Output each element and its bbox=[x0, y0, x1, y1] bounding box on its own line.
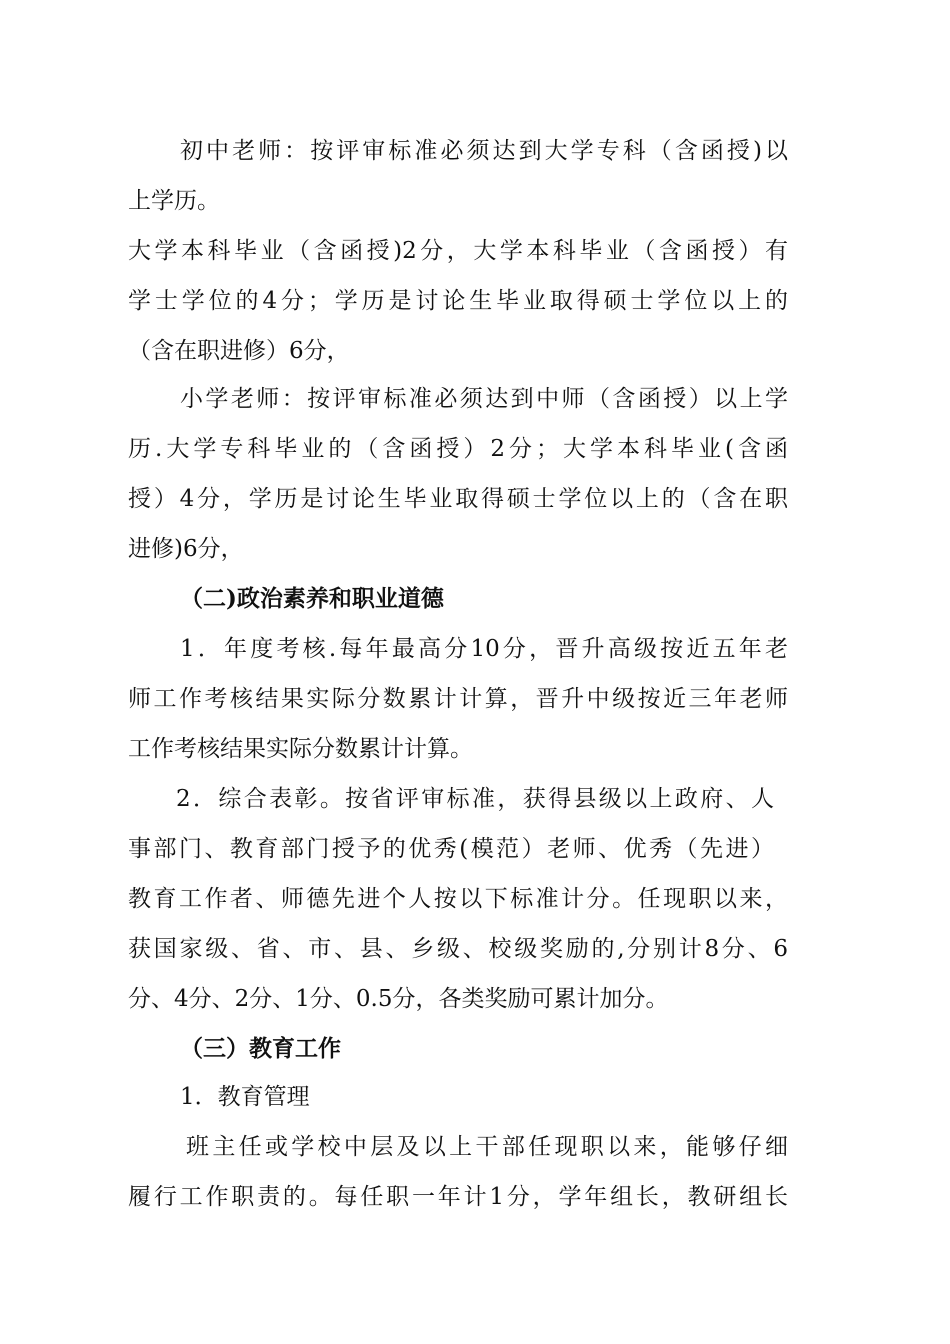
subsection-heading: 1．教育管理 bbox=[180, 1084, 310, 1110]
paragraph-line: （含在职进修）6分， bbox=[128, 338, 350, 364]
paragraph-line: 获国家级、省、市、县、乡级、校级奖励的,分别计8分、6 bbox=[128, 936, 788, 962]
paragraph-line: 师工作考核结果实际分数累计计算，晋升中级按近三年老师 bbox=[128, 686, 788, 712]
paragraph-line: 进修)6分， bbox=[128, 536, 244, 562]
paragraph-line: 上学历。 bbox=[128, 188, 220, 214]
paragraph-line: 工作考核结果实际分数累计计算。 bbox=[128, 736, 473, 762]
paragraph-line: 授）4分，学历是讨论生毕业取得硕士学位以上的（含在职 bbox=[128, 486, 788, 512]
paragraph-line: 事部门、教育部门授予的优秀(模范）老师、优秀（先进） bbox=[128, 836, 774, 862]
paragraph-line: 初中老师：按评审标准必须达到大学专科（含函授)以 bbox=[180, 138, 788, 164]
paragraph-line: 大学本科毕业（含函授)2分，大学本科毕业（含函授）有 bbox=[128, 238, 788, 264]
paragraph-line: 班主任或学校中层及以上干部任现职以来，能够仔细 bbox=[186, 1134, 788, 1160]
paragraph-line: 分、4分、2分、1分、0.5分，各类奖励可累计加分。 bbox=[128, 986, 669, 1012]
paragraph-line: 历.大学专科毕业的（含函授）2分；大学本科毕业(含函 bbox=[128, 436, 788, 462]
section-heading: （三）教育工作 bbox=[180, 1035, 341, 1062]
section-heading: （二)政治素养和职业道德 bbox=[180, 585, 444, 612]
paragraph-line: 教育工作者、师德先进个人按以下标准计分。任现职以来， bbox=[128, 886, 788, 912]
paragraph-line: 学士学位的4分；学历是讨论生毕业取得硕士学位以上的 bbox=[128, 288, 788, 314]
paragraph-line: 1．年度考核.每年最高分10分，晋升高级按近五年老 bbox=[180, 636, 788, 662]
paragraph-line: 履行工作职责的。每任职一年计1分，学年组长，教研组长 bbox=[128, 1184, 788, 1210]
paragraph-line: 小学老师：按评审标准必须达到中师（含函授）以上学 bbox=[180, 386, 788, 412]
paragraph-line: 2．综合表彰。按省评审标准，获得县级以上政府、人 bbox=[176, 786, 774, 812]
